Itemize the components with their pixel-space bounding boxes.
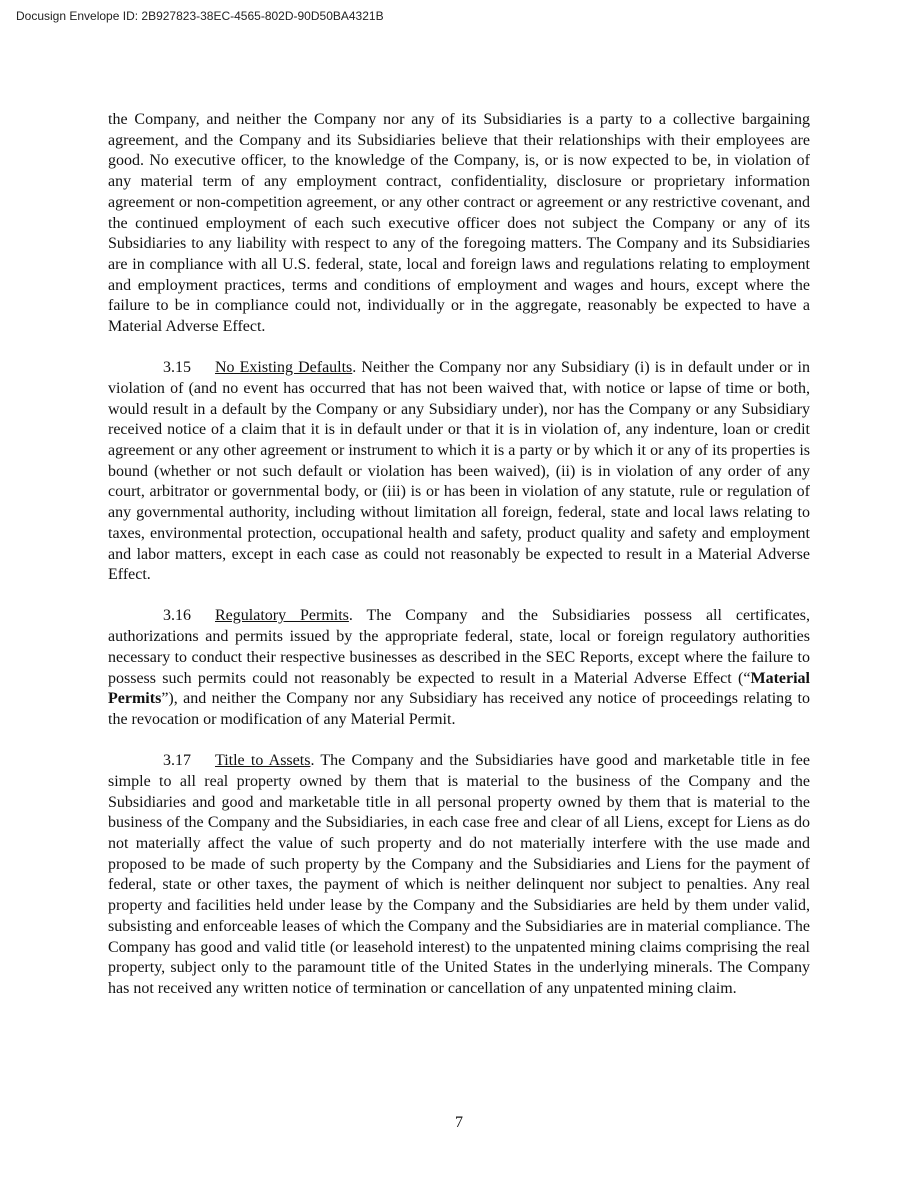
section-heading: No Existing Defaults — [215, 359, 353, 377]
page-number: 7 — [455, 1114, 463, 1131]
section-text: . Neither the Company nor any Subsidiary (i) is in default under or in violation of (and no event has occurred that has not been waived that, with notice or lapse of time or both, would result in a default by the Company or any Subsidiary under), nor has the Company or any Subsidiary received notice of a claim that it is in default under or that it is in violation of, any indenture, loan or credit agreement or any other agreement or instrument to which it is a party or by which it or any of its properties is bound (whether or not such default or violation has been waived), (ii) is in violation of any order of any court, arbitrator or governmental body, or (iii) is or has been in violation of any statute, rule or regulation of any governmental authority, including without limitation all foreign, federal, state and local laws relating to taxes, environmental protection, occupational health and safety, product quality and safety and employment and labor matters, except in each case as could not reasonably be expected to result in a Material Adverse Effect. — [108, 359, 811, 584]
section-number: 3.15 — [163, 359, 191, 377]
section-heading: Regulatory Permits — [215, 607, 349, 625]
section-number: 3.17 — [163, 752, 191, 770]
defined-term: Material Permits — [108, 669, 810, 708]
section-text: ”), and neither the Company nor any Subsidiary has received any notice of proceedings relating to the revocation or modification of any Material Permit. — [108, 690, 810, 728]
section-text: . The Company and the Subsidiaries have good and marketable title in fee simple to all real property owned by them that is material to the business of the Company and the Subsidiaries and good and marketable title in all personal property owned by them that is material to the business of the Company and the Subsidiaries, in each case free and clear of all Liens, except for Liens as do not materially affect the value of such property and do not materially interfere with the use made and proposed to be made of such property by the Company and the Subsidiaries and Liens for the payment of federal, state or other taxes, the payment of which is neither delinquent nor subject to penalties. Any real property and facilities held under lease by the Company and the Subsidiaries are held by them under valid, subsisting and enforceable leases of which the Company and the Subsidiaries are in material compliance. The Company has good and valid title (or leasehold interest) to the unpatented mining claims comprising the real property, subject only to the paramount title of the United States in the underlying minerals. The Company has not received any written notice of termination or cancellation of any unpatented mining claim. — [108, 752, 810, 997]
section-text: . The Company and the Subsidiaries possess all certificates, authorizations and permits issued by the appropriate federal, state, local or foreign regulatory authorities necessary to conduct their respective businesses as described in the SEC Reports, except where the failure to possess such permits could not reasonably be expected to result in a Material Adverse Effect (“ — [108, 607, 811, 687]
section-3-17 — [108, 751, 810, 999]
docusign-envelope-id: Docusign Envelope ID: 2B927823-38EC-4565-802D-90D50BA4321B — [16, 9, 384, 23]
section-heading: Title to Assets — [215, 752, 311, 770]
paragraph-continuation: the Company, and neither the Company nor any of its Subsidiaries is a party to a collective bargaining agreement, and the Company and its Subsidiaries believe that their relationships with their employees are good. No executive officer, to the knowledge of the Company, is, or is now expected to be, in violation of any material term of any employment contract, confidentiality, disclosure or proprietary information agreement or non-competition agreement, or any other contract or agreement or any restrictive covenant, and the continued employment of each such executive officer does not subject the Company or any of its Subsidiaries to any liability with respect to any of the foregoing matters. The Company and its Subsidiaries are in compliance with all U.S. federal, state, local and foreign laws and regulations relating to employment and employment practices, terms and conditions of employment and wages and hours, except where the failure to be in compliance could not, individually or in the aggregate, reasonably be expected to have a Material Adverse Effect. — [108, 111, 810, 336]
document-body — [108, 110, 810, 1000]
section-3-15 — [108, 358, 810, 586]
section-3-16 — [108, 606, 810, 730]
section-number: 3.16 — [163, 607, 191, 625]
